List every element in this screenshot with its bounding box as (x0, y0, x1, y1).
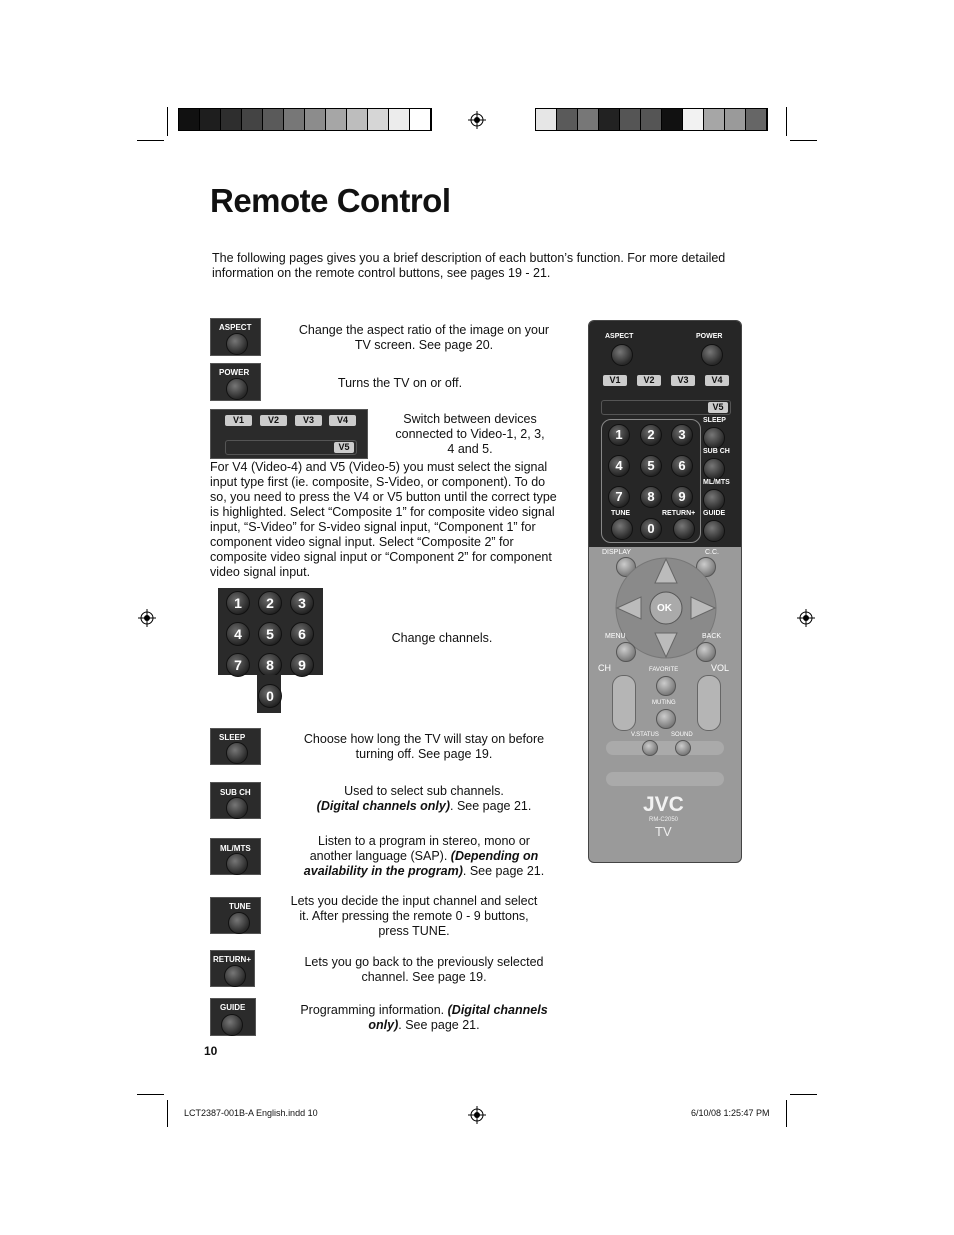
color-swatch (599, 109, 620, 130)
remote-lower-strip (606, 741, 724, 755)
remote-aspect-label: ASPECT (605, 333, 634, 340)
remote-vol-rocker (697, 675, 721, 731)
v5-key-bar (225, 440, 357, 455)
color-swatch (389, 109, 410, 130)
color-swatch (179, 109, 200, 130)
remote-cc-label: C.C. (705, 549, 719, 556)
return-label: RETURN+ (213, 955, 252, 964)
color-bar-left (178, 108, 432, 131)
color-bar-right (535, 108, 768, 131)
remote-sound-label: SOUND (671, 732, 693, 738)
remote-vstatus-key (642, 740, 658, 756)
remote-v1-key: V1 (603, 375, 627, 386)
color-swatch (305, 109, 326, 130)
v2-key: V2 (260, 415, 287, 426)
registration-mark-icon (468, 1106, 486, 1124)
remote-guide-key (703, 520, 725, 542)
color-swatch (725, 109, 746, 130)
file-slug: LCT2387-001B-A English.indd 10 (184, 1108, 318, 1118)
remote-number-key: 5 (640, 455, 662, 477)
number-key: 2 (258, 591, 282, 615)
remote-ch-rocker (612, 675, 636, 731)
remote-sleep-label: SLEEP (703, 417, 726, 424)
number-key: 8 (258, 653, 282, 677)
number-key: 6 (290, 622, 314, 646)
aspect-key (226, 333, 248, 355)
remote-number-key: 2 (640, 424, 662, 446)
registration-mark-icon (468, 111, 486, 129)
color-swatch (200, 109, 221, 130)
remote-tune-label: TUNE (611, 510, 631, 517)
remote-subch-label: SUB CH (703, 448, 730, 455)
guide-button-image (210, 998, 256, 1036)
remote-mlmts-label: ML/MTS (703, 479, 730, 486)
crop-mark (167, 1100, 168, 1127)
number-key: 9 (290, 653, 314, 677)
tune-key (228, 912, 250, 934)
number-key: 0 (258, 684, 282, 708)
remote-vol-label: VOL (711, 663, 730, 673)
sleep-label: SLEEP (219, 733, 246, 742)
guide-key (221, 1014, 243, 1036)
color-swatch (347, 109, 368, 130)
input-buttons-image (210, 409, 368, 459)
remote-brand-logo: JVC (643, 793, 684, 816)
v1-key: V1 (225, 415, 252, 426)
sleep-key (226, 742, 248, 764)
remote-aspect-key (611, 344, 633, 366)
guide-description: Programming information. (Digital channels only). See page 21. (300, 1003, 548, 1032)
aspect-description: Change the aspect ratio of the image on your TV screen. See page 20. (298, 323, 550, 352)
remote-subch-key (703, 458, 725, 480)
remote-number-key: 3 (671, 424, 693, 446)
power-label: POWER (219, 368, 250, 377)
number-key: 4 (226, 622, 250, 646)
remote-number-key: 6 (671, 455, 693, 477)
crop-mark (790, 1094, 817, 1095)
registration-mark-icon (797, 609, 815, 627)
color-swatch (662, 109, 683, 130)
crop-mark (137, 140, 164, 141)
mlmts-description: Listen to a program in stereo, mono or another language (SAP). (Depending on availability in the program). See page 21. (303, 834, 545, 878)
color-swatch (410, 109, 431, 130)
color-swatch (578, 109, 599, 130)
power-description: Turns the TV on or off. (337, 376, 463, 390)
remote-ok-label: OK (657, 603, 672, 614)
v4-key: V4 (329, 415, 356, 426)
remote-bottom-strip (606, 772, 724, 786)
color-swatch (263, 109, 284, 130)
remote-return-label: RETURN+ (662, 510, 696, 517)
tune-description: Lets you decide the input channel and select it. After pressing the remote 0 - 9 buttons, press TUNE. (290, 894, 538, 938)
subch-label: SUB CH (220, 788, 251, 797)
power-key (226, 378, 248, 400)
mlmts-button-image (210, 838, 261, 875)
crop-mark (786, 107, 787, 136)
crop-mark (137, 1094, 164, 1095)
remote-number-key: 7 (608, 486, 630, 508)
page-title: Remote Control (210, 182, 451, 219)
remote-number-key: 0 (640, 518, 662, 540)
color-swatch (326, 109, 347, 130)
color-swatch (641, 109, 662, 130)
tune-button-image (210, 897, 261, 934)
remote-v5-key: V5 (708, 402, 728, 413)
aspect-button-image (210, 318, 261, 356)
return-key (224, 965, 246, 987)
return-description: Lets you go back to the previously selected channel. See page 19. (304, 955, 544, 984)
page-number: 10 (204, 1044, 218, 1058)
remote-model-label: RM-C2050 (649, 817, 679, 823)
numbers-description: Change channels. (391, 631, 493, 645)
crop-mark (790, 140, 817, 141)
remote-return-key (673, 518, 695, 540)
remote-tune-key (611, 518, 633, 540)
remote-sound-key (675, 740, 691, 756)
remote-display-label: DISPLAY (602, 549, 632, 556)
remote-guide-label: GUIDE (703, 510, 726, 517)
subch-button-image (210, 782, 261, 819)
mlmts-key (226, 853, 248, 875)
sleep-button-image (210, 728, 261, 765)
remote-power-label: POWER (696, 333, 723, 340)
remote-number-key: 4 (608, 455, 630, 477)
date-slug: 6/10/08 1:25:47 PM (691, 1108, 770, 1118)
remote-menu-label: MENU (605, 633, 626, 640)
v5-key: V5 (334, 442, 354, 453)
mlmts-label: ML/MTS (220, 844, 251, 853)
color-swatch (746, 109, 767, 130)
remote-favorite-label: FAVORITE (649, 667, 679, 673)
inputs-paragraph: For V4 (Video-4) and V5 (Video-5) you must select the signal input type first (ie. composite, S-Video, or component). To do so, you need to press the V4 or V5 button until the correct type is highlighted. Select “Composite 1” for composite video signal input, “S-Video” for S-video signal input, “Component 1” for component video signal input. Select “Composite 2” for composite video signal input or “Component 2” for component video signal input. (210, 460, 557, 579)
crop-mark (786, 1100, 787, 1127)
remote-muting-key (656, 709, 676, 729)
color-swatch (368, 109, 389, 130)
remote-back-key (696, 642, 716, 662)
subch-key (226, 797, 248, 819)
color-swatch (221, 109, 242, 130)
zero-key-image (257, 675, 281, 713)
remote-mlmts-key (703, 489, 725, 511)
number-keys-image (218, 588, 323, 675)
power-button-image (210, 363, 261, 401)
remote-number-key: 9 (671, 486, 693, 508)
subch-description: Used to select sub channels. (Digital channels only). See page 21. (316, 784, 532, 813)
crop-mark (167, 107, 168, 136)
remote-vstatus-label: V.STATUS (631, 732, 659, 738)
color-swatch (284, 109, 305, 130)
guide-label: GUIDE (220, 1003, 246, 1012)
aspect-label: ASPECT (219, 323, 252, 332)
remote-number-key: 8 (640, 486, 662, 508)
remote-number-key: 1 (608, 424, 630, 446)
number-key: 7 (226, 653, 250, 677)
remote-ch-label: CH (598, 663, 611, 673)
remote-v5-bar (601, 400, 731, 415)
number-key: 1 (226, 591, 250, 615)
color-swatch (620, 109, 641, 130)
remote-sleep-key (703, 427, 725, 449)
color-swatch (536, 109, 557, 130)
remote-v2-key: V2 (637, 375, 661, 386)
number-key: 5 (258, 622, 282, 646)
remote-menu-key (616, 642, 636, 662)
v3-key: V3 (295, 415, 322, 426)
remote-illustration (588, 320, 742, 863)
color-swatch (557, 109, 578, 130)
tune-label: TUNE (229, 902, 251, 911)
remote-v4-key: V4 (705, 375, 729, 386)
inputs-description: Switch between devices connected to Video-1, 2, 3, 4 and 5. (395, 412, 545, 456)
intro-text: The following pages gives you a brief description of each button’s function. For more detailed information on the remote control buttons, see pages 19 - 21. (212, 251, 726, 280)
remote-tv-label: TV (655, 824, 672, 839)
color-swatch (683, 109, 704, 130)
registration-mark-icon (138, 609, 156, 627)
return-button-image (210, 950, 255, 987)
number-key: 3 (290, 591, 314, 615)
remote-v3-key: V3 (671, 375, 695, 386)
sleep-description: Choose how long the TV will stay on before turning off. See page 19. (303, 732, 545, 761)
remote-muting-label: MUTING (652, 700, 676, 706)
remote-power-key (701, 344, 723, 366)
remote-favorite-key (656, 676, 676, 696)
color-swatch (242, 109, 263, 130)
remote-back-label: BACK (702, 633, 722, 640)
color-swatch (704, 109, 725, 130)
